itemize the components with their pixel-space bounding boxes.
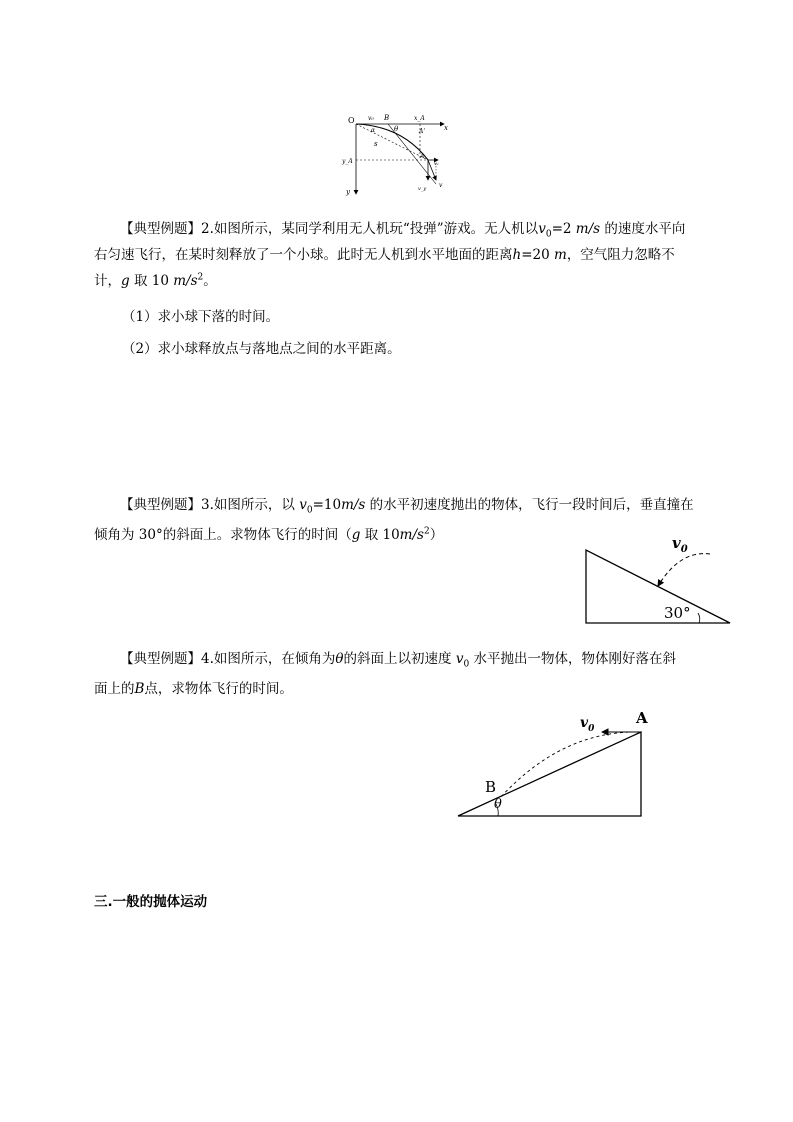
- example3-line1: 【典型例题】3.如图所示，以 $v_0=10m/s$ 的水平初速度抛出的物体，飞行一段时间后，垂直撞在: [120, 497, 694, 516]
- example2-question2: （2）求小球释放点与落地点之间的水平距离。: [122, 341, 401, 357]
- a-prime-label: A': [419, 128, 425, 135]
- incline-30-figure: [580, 528, 736, 628]
- angle-arc: [698, 613, 700, 623]
- incline-ab-b-label: B: [485, 778, 497, 796]
- vy-label: v_y: [418, 186, 427, 192]
- example2-tag: 【典型例题】: [120, 221, 201, 237]
- s-label: s: [374, 140, 378, 148]
- example2-line2: 右匀速飞行，在某时刻释放了一个小球。此时无人机到水平地面的距离h=20 m，空气阻力忽略不: [94, 247, 675, 263]
- incline-angle-label: 30°: [664, 604, 691, 622]
- ya-label: y_A: [342, 158, 353, 165]
- example2-line3: 计，g 取 10 $m/s^2$。: [94, 272, 217, 289]
- point-b-label: B: [384, 114, 390, 122]
- vx-label: vₓ: [434, 161, 439, 167]
- example4-line1: 【典型例题】4.如图所示，在倾角为θ的斜面上以初速度 $v_0$ 水平抛出一物体，物体刚好落在斜: [120, 651, 676, 670]
- example2-line1: 【典型例题】2.如图所示，某同学利用无人机玩“投弹”游戏。无人机以$v_0=2$ m/s 的速度水平向: [120, 221, 686, 240]
- incline-ab-triangle: [458, 732, 641, 816]
- alpha-label: α: [371, 127, 376, 134]
- origin-label: O: [348, 116, 355, 125]
- example2-question1: （1）求小球下落的时间。: [122, 309, 280, 325]
- theta-label: θ: [394, 125, 399, 133]
- example4-tag: 【典型例题】: [120, 651, 201, 667]
- v-label: v: [439, 182, 443, 189]
- incline-triangle: [586, 550, 730, 623]
- projectile-path: [658, 554, 710, 586]
- example3-tag: 【典型例题】: [120, 497, 201, 513]
- incline-ab-theta-label: θ: [494, 797, 502, 812]
- tangent-line: [388, 124, 436, 184]
- incline-ab-v0-label: $v_0$: [580, 715, 595, 734]
- example4-line2: 面上的B点，求物体飞行的时间。: [94, 681, 293, 697]
- projectile-coordinate-figure: [340, 108, 460, 200]
- incline-v0-label: $v_0$: [672, 534, 688, 555]
- y-axis-label: y: [346, 188, 350, 196]
- point-a-label: A: [420, 153, 425, 160]
- incline-ab-a-label: A: [636, 709, 648, 727]
- example3-line2: 倾角为 30°的斜面上。求物体飞行的时间（g 取 $10m/s^2$）: [94, 526, 444, 543]
- v0-label: v₀: [368, 115, 374, 122]
- xa-label: x_A: [414, 115, 425, 122]
- section3-heading: 三.一般的抛体运动: [94, 894, 208, 910]
- incline-ab-figure: [452, 706, 652, 822]
- x-axis-label: x: [444, 124, 448, 132]
